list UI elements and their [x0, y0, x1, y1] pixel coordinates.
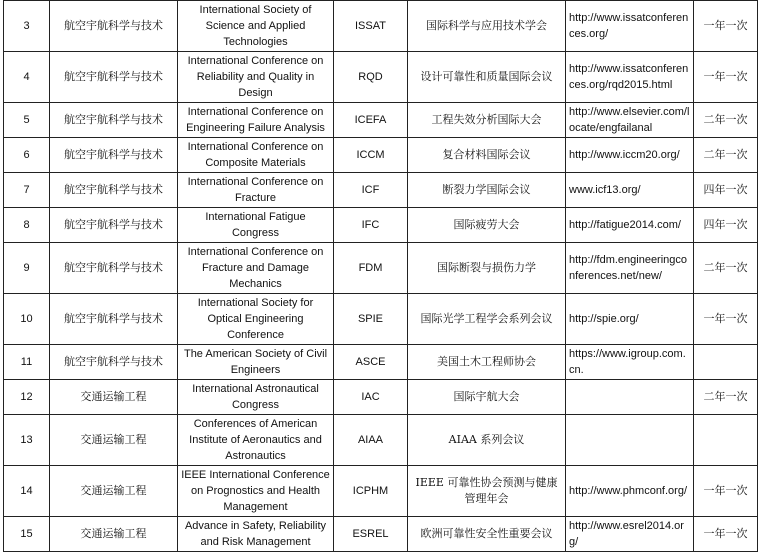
frequency-cell: 一年一次 [694, 52, 758, 103]
frequency-cell: 二年一次 [694, 380, 758, 415]
chinese-name-cell: 复合材料国际会议 [408, 138, 566, 173]
abbreviation-cell: RQD [334, 52, 408, 103]
abbreviation-cell: SPIE [334, 294, 408, 345]
table-row [4, 1, 758, 52]
chinese-name-cell: 美国土木工程师协会 [408, 345, 566, 380]
conference-table [3, 0, 758, 552]
discipline-cell: 航空宇航科学与技术 [50, 243, 178, 294]
row-number: 7 [4, 173, 50, 208]
english-name-cell: International Conference on Reliability and Quality in Design [178, 52, 334, 103]
english-name-cell: International Fatigue Congress [178, 208, 334, 243]
frequency-cell: 二年一次 [694, 103, 758, 138]
frequency-cell: 四年一次 [694, 208, 758, 243]
table-row [4, 173, 758, 208]
chinese-name-cell: 国际光学工程学会系列会议 [408, 294, 566, 345]
english-name-cell: International Conference on Fracture [178, 173, 334, 208]
url-cell[interactable]: https://www.igroup.com.cn. [566, 345, 694, 380]
frequency-cell: 一年一次 [694, 294, 758, 345]
row-number: 9 [4, 243, 50, 294]
table-row [4, 345, 758, 380]
frequency-cell [694, 345, 758, 380]
frequency-cell: 四年一次 [694, 173, 758, 208]
discipline-cell: 航空宇航科学与技术 [50, 52, 178, 103]
row-number: 3 [4, 1, 50, 52]
discipline-cell: 航空宇航科学与技术 [50, 173, 178, 208]
chinese-name-cell: 国际疲劳大会 [408, 208, 566, 243]
english-name-cell: International Conference on Engineering Failure Analysis [178, 103, 334, 138]
abbreviation-cell: ICPHM [334, 466, 408, 517]
row-number: 11 [4, 345, 50, 380]
discipline-cell: 航空宇航科学与技术 [50, 1, 178, 52]
discipline-cell: 航空宇航科学与技术 [50, 138, 178, 173]
url-cell[interactable]: http://fatigue2014.com/ [566, 208, 694, 243]
abbreviation-cell: AIAA [334, 415, 408, 466]
abbreviation-cell: ICF [334, 173, 408, 208]
abbreviation-cell: FDM [334, 243, 408, 294]
table-row [4, 415, 758, 466]
url-cell[interactable]: http://spie.org/ [566, 294, 694, 345]
abbreviation-cell: ASCE [334, 345, 408, 380]
abbreviation-cell: IFC [334, 208, 408, 243]
url-cell[interactable]: http://www.esrel2014.org/ [566, 517, 694, 552]
chinese-name-cell: 断裂力学国际会议 [408, 173, 566, 208]
english-name-cell: International Society for Optical Engineering Conference [178, 294, 334, 345]
discipline-cell: 航空宇航科学与技术 [50, 103, 178, 138]
english-name-cell: The American Society of Civil Engineers [178, 345, 334, 380]
abbreviation-cell: IAC [334, 380, 408, 415]
url-cell [566, 380, 694, 415]
chinese-name-cell: 国际断裂与损伤力学 [408, 243, 566, 294]
abbreviation-cell: ESREL [334, 517, 408, 552]
english-name-cell: International Astronautical Congress [178, 380, 334, 415]
frequency-cell: 一年一次 [694, 517, 758, 552]
chinese-name-cell: 设计可靠性和质量国际会议 [408, 52, 566, 103]
abbreviation-cell: ICCM [334, 138, 408, 173]
table-row [4, 380, 758, 415]
chinese-name-cell: 工程失效分析国际大会 [408, 103, 566, 138]
row-number: 13 [4, 415, 50, 466]
abbreviation-cell: ICEFA [334, 103, 408, 138]
frequency-cell: 二年一次 [694, 243, 758, 294]
discipline-cell: 航空宇航科学与技术 [50, 345, 178, 380]
table-body [4, 1, 758, 552]
frequency-cell: 二年一次 [694, 138, 758, 173]
row-number: 8 [4, 208, 50, 243]
url-cell[interactable]: www.icf13.org/ [566, 173, 694, 208]
table-row [4, 466, 758, 517]
discipline-cell: 航空宇航科学与技术 [50, 294, 178, 345]
table-row [4, 208, 758, 243]
english-name-cell: Conferences of American Institute of Aeronautics and Astronautics [178, 415, 334, 466]
english-name-cell: IEEE International Conference on Prognostics and Health Management [178, 466, 334, 517]
url-cell[interactable]: http://www.iccm20.org/ [566, 138, 694, 173]
frequency-cell [694, 415, 758, 466]
url-cell[interactable]: http://www.elsevier.com/locate/engfailanal [566, 103, 694, 138]
url-cell[interactable]: http://www.issatconferences.org/rqd2015.html [566, 52, 694, 103]
chinese-name-cell: 国际科学与应用技术学会 [408, 1, 566, 52]
table-row [4, 243, 758, 294]
row-number: 12 [4, 380, 50, 415]
discipline-cell: 航空宇航科学与技术 [50, 208, 178, 243]
english-name-cell: International Conference on Composite Materials [178, 138, 334, 173]
chinese-name-cell: AIAA 系列会议 [408, 415, 566, 466]
table-row [4, 517, 758, 552]
row-number: 10 [4, 294, 50, 345]
english-name-cell: International Conference on Fracture and Damage Mechanics [178, 243, 334, 294]
row-number: 6 [4, 138, 50, 173]
english-name-cell: Advance in Safety, Reliability and Risk Management [178, 517, 334, 552]
discipline-cell: 交通运输工程 [50, 380, 178, 415]
chinese-name-cell: 国际宇航大会 [408, 380, 566, 415]
row-number: 5 [4, 103, 50, 138]
row-number: 14 [4, 466, 50, 517]
row-number: 15 [4, 517, 50, 552]
frequency-cell: 一年一次 [694, 1, 758, 52]
table-row [4, 294, 758, 345]
table-row [4, 138, 758, 173]
url-cell[interactable]: http://www.issatconferences.org/ [566, 1, 694, 52]
discipline-cell: 交通运输工程 [50, 466, 178, 517]
abbreviation-cell: ISSAT [334, 1, 408, 52]
discipline-cell: 交通运输工程 [50, 415, 178, 466]
frequency-cell: 一年一次 [694, 466, 758, 517]
table-row [4, 52, 758, 103]
english-name-cell: International Society of Science and Applied Technologies [178, 1, 334, 52]
table-row [4, 103, 758, 138]
chinese-name-cell: IEEE 可靠性协会预测与健康管理年会 [408, 466, 566, 517]
url-cell[interactable]: http://www.phmconf.org/ [566, 466, 694, 517]
url-cell[interactable]: http://fdm.engineeringconferences.net/new/ [566, 243, 694, 294]
row-number: 4 [4, 52, 50, 103]
discipline-cell: 交通运输工程 [50, 517, 178, 552]
chinese-name-cell: 欧洲可靠性安全性重要会议 [408, 517, 566, 552]
url-cell [566, 415, 694, 466]
